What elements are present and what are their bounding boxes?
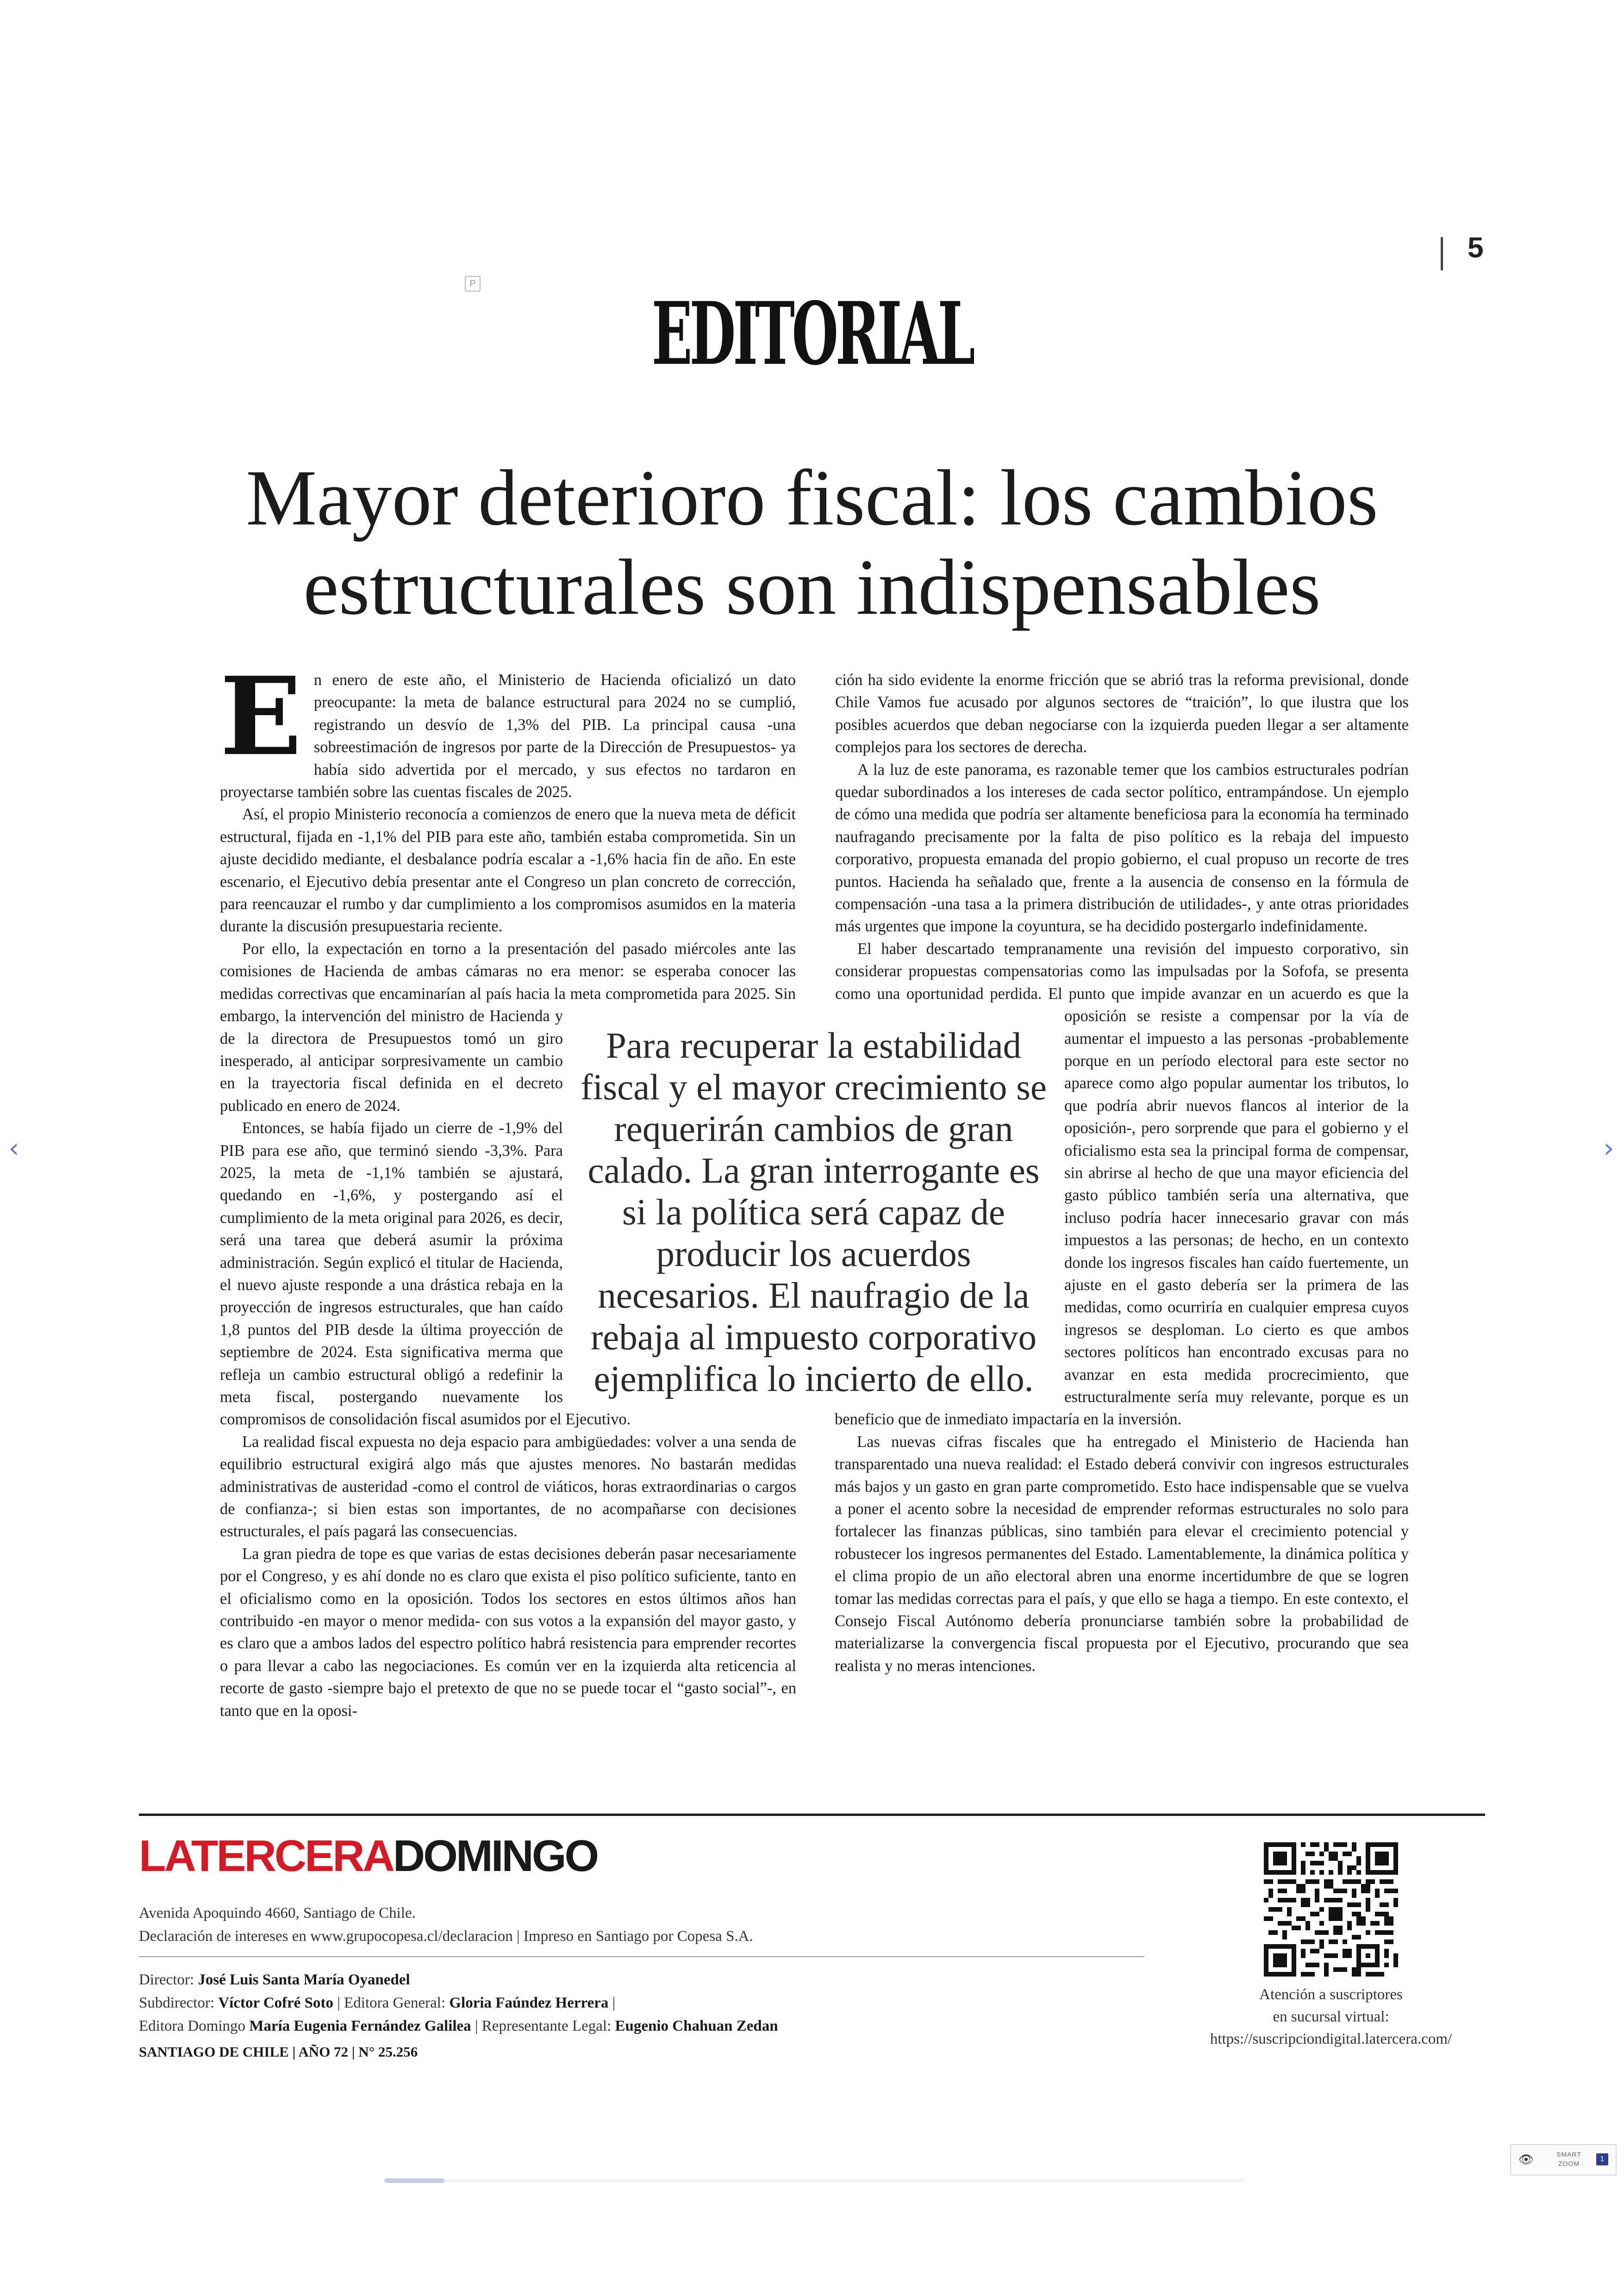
smart-zoom-label: SMART ZOOM [1556, 2151, 1581, 2167]
subdirector-name: Víctor Cofré Soto [218, 1995, 334, 2011]
paragraph: A la luz de este panorama, es razonable temer que los cambios estructurales podrían quedar subordinados a los intereses de cada sector político, entrampándose. Un ejemplo de cómo una medida que podría ser altamente beneficiosa para la economía ha terminado naufragando precisamente por la falta de piso político es la rebaja del impuesto corporativo, propuesta emanada del propio gobierno, el cual propuso un recorte de tres puntos. Hacienda ha señalado que, frente a la ausencia de consenso en la fórmula de compensación -una tasa a la primera distribución de utilidades-, y ante otras prioridades más urgentes que impone la coyuntura, se ha decidido postergarlo indefinidamente. [835, 761, 1409, 935]
paragraph: n enero de este año, el Ministerio de Hacienda oficializó un dato preocupante: la meta de balance estructural para 2024 no se cumplió, registrando un desvío de 1,3% del PIB. La principal causa -una sobreestimación de ingresos por parte de la Dirección de Presupuestos- ya había sido advertida por el mercado, y sus efectos no tardaron en proyectarse también sobre las cuentas fiscales de 2025. [220, 671, 796, 801]
paragraph: Las nuevas cifras fiscales que ha entregado el Ministerio de Hacienda han transparentado una nueva realidad: el Estado deberá convivir con ingresos estructurales más bajos y un gasto en gran parte comprometido. Esto hace indispensable que se vuelva a poner el acento sobre la necesidad de emprender reformas estructurales no solo para fortalecer las finanzas públicas, sino también para elevar el crecimiento potencial y robustecer los ingresos permanentes del Estado. Lamentablemente, la dinámica política y el clima propio de un año electoral abren una enorme incertidumbre de que se logren tomar las medidas correctas para el país, y que ello se haga a tiempo. En este contexto, el Consejo Fiscal Autónomo debería pronunciarse también sobre la probabilidad de materializarse la convergencia fiscal propuesta por el Ejecutivo, procurando que sea realista y no meras intenciones. [835, 1433, 1409, 1675]
staff-line-domingo: Editora Domingo María Eugenia Fernández Galilea | Representante Legal: Eugenio Chahuan Zedan [139, 2018, 778, 2034]
paragraph: El haber descartado tempranamente una revisión del impuesto corporativo, sin considerar propuestas compensatorias como las impulsadas por la Sofofa, se presenta como una oportunidad perdida. El punto que impide avanzar en un acuerdo es que la oposición se resiste a compensar por la vía de aumentar el impuesto a las personas -probablemente porque en un período electoral para este sector no aparece como algo popular aumentar los tributos, lo que podría abrir nuevos flancos al interior de la oposición-, pero sorprende que para el gobierno y el oficialismo esta sea la principal forma de compensar, sin abrirse al hecho de que una mayor eficiencia del gasto público también sería una alternativa, que incluso podría hacer innecesario gravar con más impuestos a las personas; de hecho, en un contexto donde los ingresos fiscales han caído fuertemente, un ajuste en el gasto debería ser la primera de las medidas, como ocurriría en cualquier empresa cuyos ingresos se desploman. Lo cierto es que ambos sectores políticos han encontrado excusas para no avanzar en esta medida procrecimiento, que estructuralmente sería muy relevante, porque es un beneficio que de inmediato impactaría en la inversión. [835, 940, 1409, 1428]
director-name: José Luis Santa María Oyanedel [198, 1971, 410, 1988]
eye-icon: 👁 [1518, 2152, 1534, 2166]
edition-line: SANTIAGO DE CHILE | AÑO 72 | N° 25.256 [139, 2044, 418, 2060]
logo-latercera: LATERCERA [139, 1831, 393, 1881]
declaration-line: Declaración de intereses en www.grupocopesa.cl/declaracion | Impreso en Santiago por Copesa S.A. [139, 1928, 753, 1945]
paragraph: ción ha sido evidente la enorme fricción que se abrió tras la reforma previsional, donde Chile Vamos fue acusado por algunos sectores de “traición”, lo que ilustra que los posibles acuerdos que deban negociarse con la izquierda pueden llegar a ser altamente complejos para los sectores de derecha. [835, 671, 1409, 756]
paragraph: Por ello, la expectación en torno a la presentación del pasado miércoles ante las comisiones de Hacienda de ambas cámaras no era menor: se esperaba conocer las medidas correctivas que encaminarían al país hacia la meta comprometida para 2025. Sin embargo, la intervención del ministro de Hacienda y de la directora de Presupuestos tomó un giro inesperado, al anticipar sorpresivamente un cambio en la trayectoria fiscal definida en el decreto publicado en enero de 2024. [220, 940, 796, 1115]
paragraph: Así, el propio Ministerio reconocía a comienzos de enero que la nueva meta de déficit estructural, fijada en -1,1% del PIB para este año, también estaba comprometida. Sin un ajuste decidido mediante, el desbalance podría escalar a -1,6% hacia fin de año. En este escenario, el Ejecutivo debía presentar ante el Congreso un plan concreto de corrección, para reencauzar el rumbo y dar cumplimiento a los compromisos asumidos en la materia durante la discusión presupuestaria reciente. [220, 805, 796, 935]
subscription-link[interactable]: https://suscripciondigital.latercera.com/ [1210, 2031, 1452, 2047]
page-number-divider [1441, 237, 1443, 270]
staff-line-director: Director: José Luis Santa María Oyanedel [139, 1971, 410, 1988]
page-progress-fill [384, 2178, 444, 2183]
prev-page-chevron-left-icon[interactable]: ‹ [8, 1132, 19, 1164]
pull-quote: Para recuperar la estabilidad fiscal y el mayor crecimiento se requerirán cambios de gran calado. La gran interrogante es si la política será capaz de producir los acuerdos necesarios. El naufragio de la rebaja al impuesto corporativo ejemplifica lo incierto de ello. [581, 1026, 1047, 1399]
smart-zoom-badge: 1 [1596, 2153, 1608, 2165]
page-progress-track[interactable] [384, 2179, 1243, 2182]
footer-rule [139, 1814, 1485, 1816]
next-page-chevron-right-icon[interactable]: › [1603, 1132, 1614, 1164]
masthead-logo [139, 1831, 598, 1881]
page-marker-icon: P [465, 276, 481, 292]
editora-domingo-name: María Eugenia Fernández Galilea [249, 2018, 471, 2034]
drop-cap: E [220, 653, 302, 780]
qr-code-icon[interactable] [1264, 1842, 1398, 1977]
staff-box [139, 1968, 778, 2064]
headline: Mayor deterioro fiscal: los cambios estructurales son indispensables [246, 454, 1378, 631]
publisher-address [139, 1902, 753, 1948]
smart-zoom-button[interactable] [1510, 2144, 1617, 2176]
editora-general-name: Gloria Faúndez Herrera [449, 1995, 609, 2011]
page-number: 5 [1468, 232, 1484, 264]
representante-legal-name: Eugenio Chahuan Zedan [615, 2018, 778, 2034]
paragraph: Entonces, se había fijado un cierre de -1,9% del PIB para ese año, que terminó siendo -3,3%. Para 2025, la meta de -1,1% también se ajustará, quedando en -1,6%, y postergando así el cumplimiento de la meta original para 2026, es decir, será una tarea que deberá asumir la próxima administración. Según explicó el titular de Hacienda, el nuevo ajuste responde a una drástica rebaja en la proyección de ingresos estructurales, que han caído 1,8 puntos del PIB desde la última proyección de septiembre de 2024. Esta significativa merma que refleja un cambio estructural obligó a redefinir la meta fiscal, postergando nuevamente los compromisos de consolidación fiscal asumidos por el Ejecutivo. [220, 1119, 631, 1428]
address-line: Avenida Apoquindo 4660, Santiago de Chile. [139, 1905, 416, 1921]
section-title: EDITORIAL [651, 283, 973, 384]
paragraph: La gran piedra de tope es que varias de estas decisiones deberán pasar necesariamente por el Congreso, y es ahí donde no es claro que exista el piso político suficiente, tanto en el oficialismo como en la oposición. Todos los sectores en estos últimos años han contribuido -en mayor o menor medida- con sus votos a la expansión del mayor gasto, y es claro que a ambos lados del espectro político habrá resistencia para emprender recortes o para llevar a cabo las negociaciones. Es común ver en la izquierda alta reticencia al recorte de gasto -siempre bajo el pretexto de que no se puede tocar el “gasto social”-, en tanto que en la oposi- [220, 1545, 796, 1720]
qr-caption: Atención a suscriptores en sucursal virtual: https://suscripciondigital.latercera.com/ [1181, 1983, 1481, 2050]
masthead-divider [139, 1956, 1144, 1957]
staff-line-editors: Subdirector: Víctor Cofré Soto | Editora General: Gloria Faúndez Herrera | [139, 1995, 616, 2011]
paragraph: La realidad fiscal expuesta no deja espacio para ambigüedades: volver a una senda de equilibrio estructural exigirá algo más que ajustes menores. No bastarán medidas administrativas de austeridad -como el control de viáticos, horas extraordinarias o cargos de confianza-; si bien estas son importantes, de no acompañarse con decisiones estructurales, el país pagará las consecuencias. [220, 1433, 796, 1540]
logo-domingo: DOMINGO [393, 1831, 598, 1881]
